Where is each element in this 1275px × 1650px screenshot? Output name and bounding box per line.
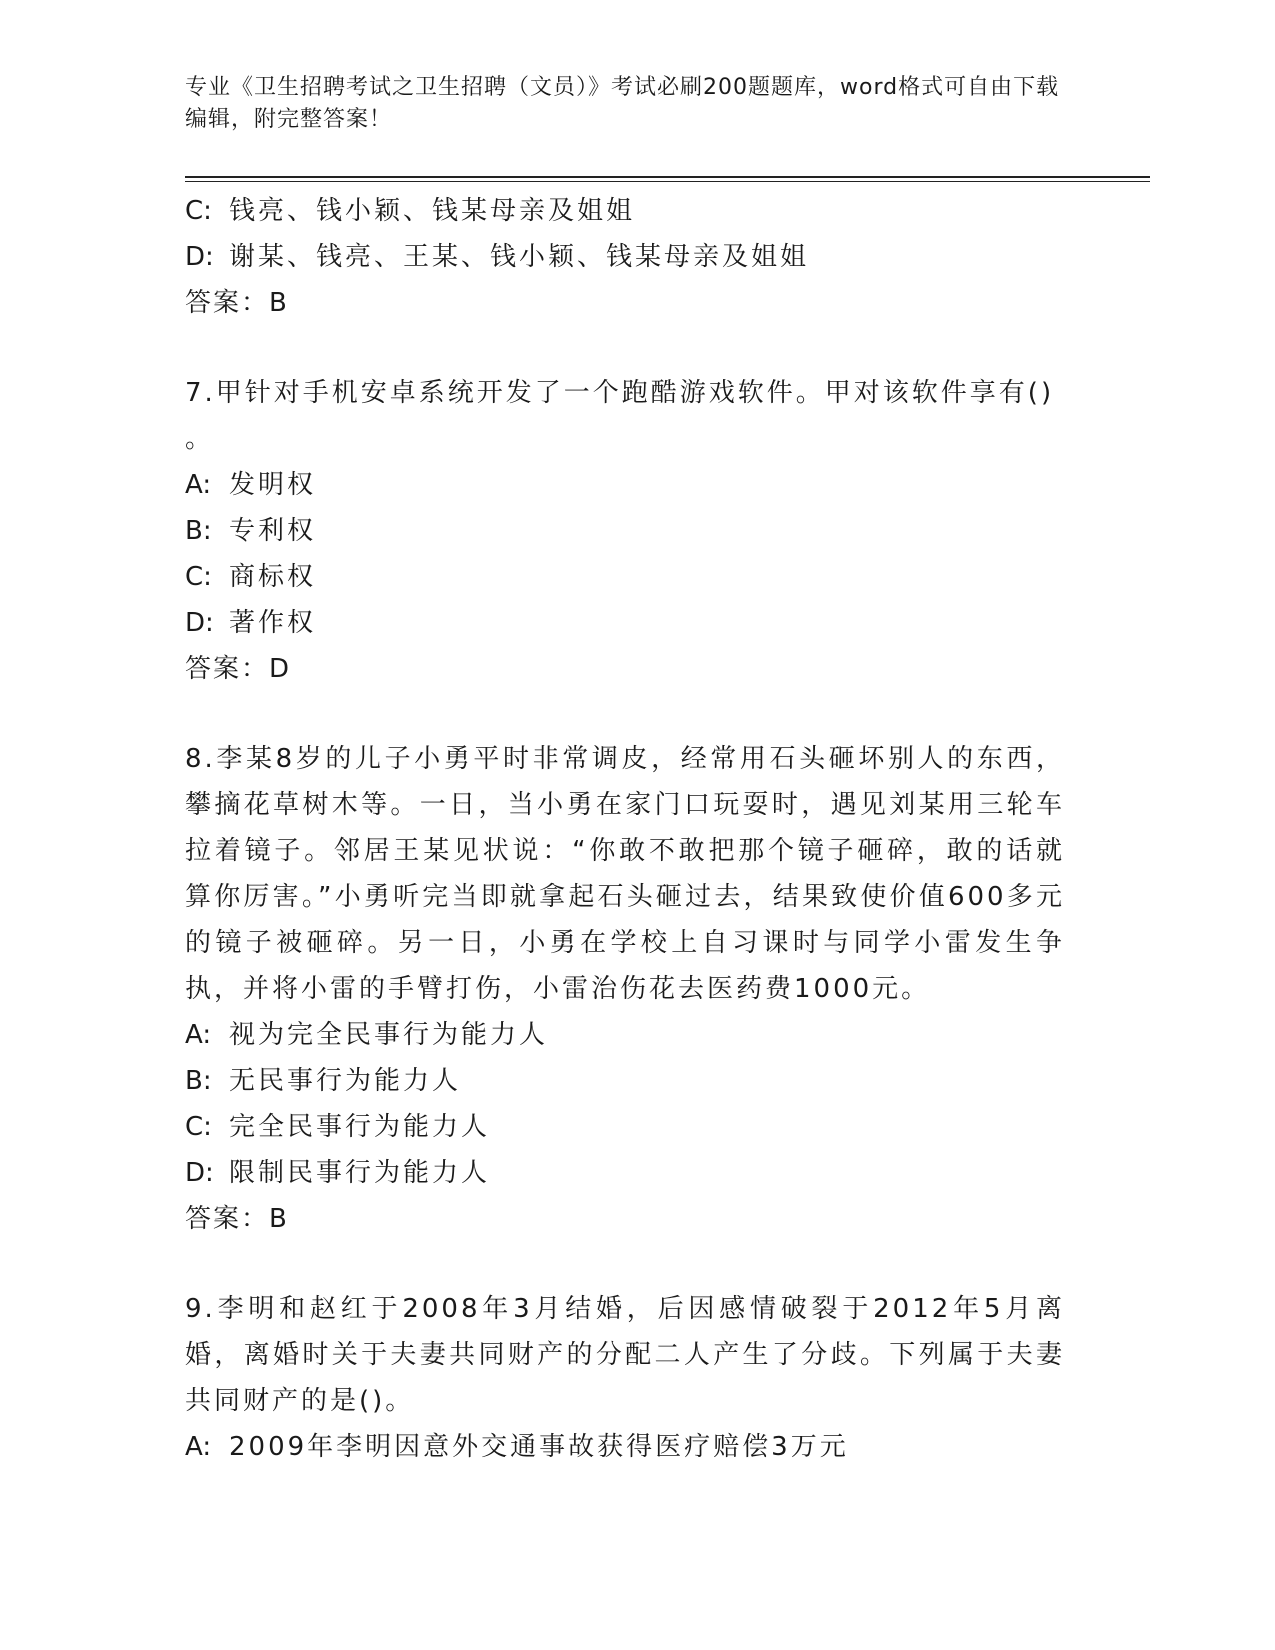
option-text: 2009年李明因意外交通事故获得医疗赔偿3万元 bbox=[229, 1432, 849, 1462]
spacer bbox=[185, 692, 1065, 736]
option-letter: A: bbox=[185, 1432, 212, 1462]
option-letter: C: bbox=[185, 1112, 212, 1142]
option-a bbox=[185, 462, 1065, 508]
option-letter: A: bbox=[185, 470, 212, 500]
page-header: 专业《卫生招聘考试之卫生招聘（文员）》考试必刷200题题库，word格式可自由下载编辑，附完整答案！ bbox=[185, 75, 1060, 132]
answer-line: 答案：B bbox=[185, 288, 289, 318]
question-stem-tail: 。 bbox=[185, 424, 215, 454]
option-d bbox=[185, 1150, 1065, 1196]
question-8 bbox=[185, 736, 1065, 1242]
question-9 bbox=[185, 1286, 1065, 1470]
question-stem: 8.李某8岁的儿子小勇平时非常调皮，经常用石头砸坏别人的东西，攀摘花草树木等。一日，当小勇在家门口玩耍时，遇见刘某用三轮车拉着镜子。邻居王某见状说：“你敢不敢把那个镜子砸碎，敢的话就算你厉害。”小勇听完当即就拿起石头砸过去，结果致使价值600多元的镜子被砸碎。另一日，小勇在学校上自习课时与同学小雷发生争执，并将小雷的手臂打伤，小雷治伤花去医药费1000元。 bbox=[185, 744, 1065, 1004]
answer-line: 答案：D bbox=[185, 654, 292, 684]
question-6-tail bbox=[185, 188, 1065, 326]
option-letter: C: bbox=[185, 196, 212, 226]
option-text: 限制民事行为能力人 bbox=[229, 1158, 491, 1188]
option-letter: D: bbox=[185, 242, 214, 272]
question-stem: 7.甲针对手机安卓系统开发了一个跑酷游戏软件。甲对该软件享有() bbox=[185, 378, 1055, 408]
answer-line: 答案：B bbox=[185, 1204, 289, 1234]
option-c bbox=[185, 1104, 1065, 1150]
option-c bbox=[185, 554, 1065, 600]
option-text: 视为完全民事行为能力人 bbox=[229, 1020, 549, 1050]
option-b bbox=[185, 508, 1065, 554]
question-list bbox=[185, 188, 1065, 1470]
question-7 bbox=[185, 370, 1065, 692]
option-a bbox=[185, 1012, 1065, 1058]
option-text: 无民事行为能力人 bbox=[229, 1066, 462, 1096]
option-b bbox=[185, 1058, 1065, 1104]
option-letter: B: bbox=[185, 1066, 212, 1096]
option-text: 著作权 bbox=[229, 608, 317, 638]
spacer bbox=[185, 326, 1065, 370]
option-letter: D: bbox=[185, 1158, 214, 1188]
header-rule bbox=[185, 176, 1150, 182]
option-d bbox=[185, 600, 1065, 646]
option-d bbox=[185, 234, 1065, 280]
option-letter: A: bbox=[185, 1020, 212, 1050]
option-letter: C: bbox=[185, 562, 212, 592]
option-a bbox=[185, 1424, 1065, 1470]
option-text: 发明权 bbox=[229, 470, 317, 500]
option-text: 专利权 bbox=[229, 516, 317, 546]
option-text: 谢某、钱亮、王某、钱小颖、钱某母亲及姐姐 bbox=[229, 242, 810, 272]
option-c bbox=[185, 188, 1065, 234]
option-text: 完全民事行为能力人 bbox=[229, 1112, 491, 1142]
question-stem: 9.李明和赵红于2008年3月结婚，后因感情破裂于2012年5月离婚，离婚时关于夫妻共同财产的分配二人产生了分歧。下列属于夫妻共同财产的是()。 bbox=[185, 1294, 1065, 1416]
option-letter: D: bbox=[185, 608, 214, 638]
option-letter: B: bbox=[185, 516, 212, 546]
option-text: 商标权 bbox=[229, 562, 317, 592]
spacer bbox=[185, 1242, 1065, 1286]
option-text: 钱亮、钱小颖、钱某母亲及姐姐 bbox=[229, 196, 636, 226]
